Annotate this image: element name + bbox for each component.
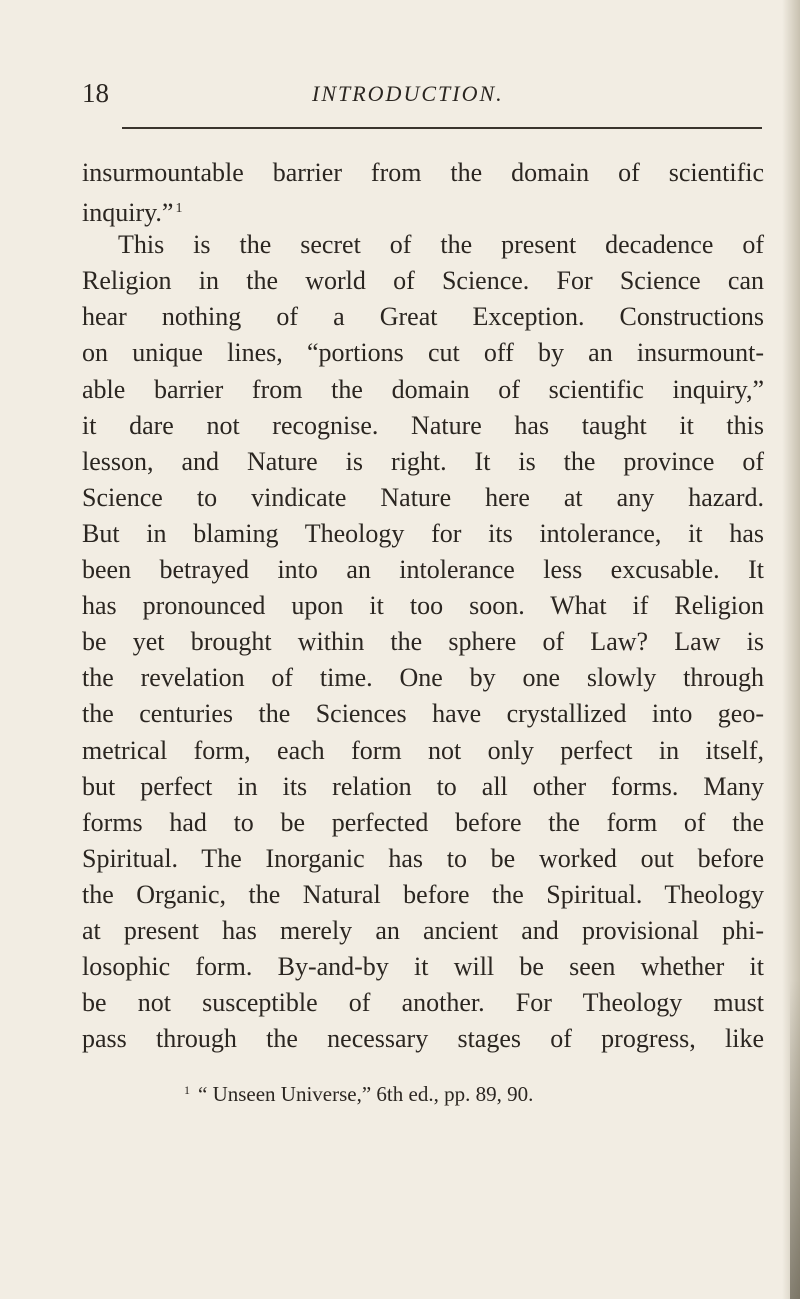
text-line-1: insurmountable barrier from the domain of scientific — [82, 158, 764, 187]
text-line-11: But in blaming Theology for its intolerance, it has — [82, 518, 764, 548]
text-line-6: on unique lines, “portions cut off by an insurmount- — [82, 338, 764, 368]
text-line-9: lesson, and Nature is right. It is the province of — [82, 446, 764, 476]
running-title: INTRODUCTION. — [312, 81, 504, 106]
text-line-15: the revelation of time. One by one slowly through — [82, 663, 764, 693]
text-line-19: forms had to be perfected before the form of the — [82, 807, 764, 837]
text-line-14: be yet brought within the sphere of Law? Law is — [82, 627, 764, 657]
footnote-text: “ Unseen Universe,” 6th ed., pp. 89, 90. — [198, 1082, 534, 1106]
page-number: 18 — [82, 78, 109, 108]
text-line-20: Spiritual. The Inorganic has to be worked out before — [82, 843, 764, 873]
text-line-10: Science to vindicate Nature here at any hazard. — [82, 482, 764, 512]
text-line-2 — [82, 191, 764, 227]
text-line-25: pass through the necessary stages of progress, like — [82, 1024, 764, 1054]
text-line-12: been betrayed into an intolerance less excusable. It — [82, 555, 764, 585]
text-line-22: at present has merely an ancient and provisional phi- — [82, 915, 764, 945]
text-line-23: losophic form. By-and-by it will be seen whether it — [82, 952, 764, 982]
footnote — [184, 1082, 533, 1107]
body-text — [82, 155, 764, 1057]
text-line-18: but perfect in its relation to all other forms. Many — [82, 771, 764, 801]
text-line-17: metrical form, each form not only perfect in itself, — [82, 735, 764, 765]
text-line-13: has pronounced upon it too soon. What if Religion — [82, 591, 764, 621]
text-line-7: able barrier from the domain of scientific inquiry,” — [82, 374, 764, 404]
text-line-5: hear nothing of a Great Exception. Constructions — [82, 302, 764, 332]
text-line-16: the centuries the Sciences have crystallized into geo- — [82, 699, 764, 729]
header-rule — [122, 127, 762, 129]
text-line-4: Religion in the world of Science. For Science can — [82, 266, 764, 296]
text-line-21: the Organic, the Natural before the Spiritual. Theology — [82, 879, 764, 909]
footnote-marker: 1 — [184, 1083, 190, 1097]
text-line-3: This is the secret of the present decadence of — [118, 230, 764, 260]
text-line-2-content: inquiry.” — [82, 198, 174, 228]
page-header — [0, 78, 800, 118]
text-line-8: it dare not recognise. Nature has taught it this — [82, 410, 764, 440]
footnote-reference: 1 — [175, 201, 183, 217]
page-edge-shadow — [782, 0, 800, 1299]
text-line-24: be not susceptible of another. For Theology must — [82, 988, 764, 1018]
